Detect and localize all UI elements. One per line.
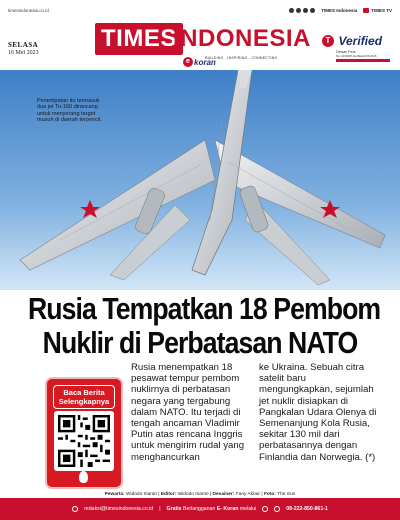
- qr-label: Baca Berita Selengkapnya: [53, 385, 115, 409]
- verified-badge: [322, 32, 390, 62]
- editor-name: Widodo Irianto: [177, 492, 209, 497]
- subscribe-text: Berlangganan: [183, 506, 216, 512]
- social-label: TIMES Indonesia: [321, 7, 358, 13]
- footer-subscribe[interactable]: [167, 506, 257, 512]
- top-strip-links: [289, 8, 392, 13]
- credits-line: Pewarta: Widodo Irianto | Editor: Widodo Irianto | Desainer: Fany Akbar | Foto: The Sun: [104, 492, 296, 497]
- desainer-label: Desainer:: [212, 492, 235, 497]
- desainer-name: Fany Akbar: [235, 492, 261, 497]
- headline-line-1: Rusia Tempatkan 18 Pembom: [28, 291, 381, 326]
- ekoran-label: koran: [194, 57, 216, 67]
- article-column-1: Rusia menempatkan 18 pesawat tempur pembom nuklirnya di perbatasan negara yang tergabung dalam NATO. Itu terjadi di tengah ancaman Vladimir Putin atas rencana Inggris untuk mengirim rudal yang menghancurkan: [131, 362, 245, 463]
- footer-phone[interactable]: 08-222-850-861-1: [286, 506, 328, 512]
- photo-caption: Penempatan itu termasuk dua jet Tu-160 dirancang untuk menyerang target musuh di daerah terpencil.: [37, 98, 102, 124]
- qr-code-icon[interactable]: [54, 411, 114, 471]
- ekoran-badge: [183, 57, 216, 67]
- youtube-icon[interactable]: [310, 8, 315, 13]
- social-icons: [289, 8, 315, 13]
- tv-label: TIMES TV: [371, 7, 392, 13]
- foto-source: The Sun: [277, 492, 296, 497]
- pewarta-name: Widodo Irianto: [126, 492, 157, 497]
- logo-indonesia: INDONESIA: [173, 25, 311, 52]
- logo-tagline: BUILDING - INSPIRING - CONNECTING: [205, 56, 278, 60]
- telegram-icon: [274, 506, 280, 512]
- issue-date-text: 16 Mei 2023: [8, 50, 39, 56]
- whatsapp-icon: [262, 506, 268, 512]
- ekoran-e-icon: e: [183, 57, 193, 67]
- footer-bar: [0, 498, 400, 520]
- pewarta-label: Pewarta:: [104, 492, 125, 497]
- qr-read-more-box[interactable]: [45, 377, 123, 489]
- headline-line-2: Nuklir di Perbatasan NATO: [42, 325, 358, 360]
- logo-times: TIMES: [95, 23, 183, 55]
- subscribe-ekoran: E- Koran: [216, 506, 239, 512]
- verified-bar: [336, 59, 390, 62]
- tv-icon: [363, 8, 369, 13]
- footer-email[interactable]: redaksi@timesindonesia.co.id: [84, 506, 154, 512]
- subscribe-via: melalui: [239, 506, 257, 512]
- headline: [0, 292, 400, 360]
- facebook-icon[interactable]: [289, 8, 294, 13]
- subscribe-bold: Gratis: [166, 506, 182, 512]
- verified-sub: Dewan Pers: [336, 50, 356, 54]
- top-strip: [0, 0, 400, 20]
- site-url[interactable]: timesindonesia.co.id: [8, 7, 49, 13]
- tap-hand-icon: [79, 471, 88, 483]
- issue-day: SELASA: [8, 41, 39, 49]
- times-tv-link[interactable]: [363, 8, 392, 13]
- verified-icon: T: [322, 35, 334, 47]
- email-icon: [72, 506, 78, 512]
- verified-sub2: No. 1000/DP-Verifikasi/K/X/2018: [336, 54, 377, 58]
- twitter-icon[interactable]: [296, 8, 301, 13]
- issue-date: [8, 41, 39, 56]
- editor-label: Editor:: [160, 492, 177, 497]
- article-column-2: ke Ukraina. Sebuah citra satelit baru mengungkapkan, sejumlah jet nuklir disiapkan di Pangkalan Udara Olenya di Semenanjung Kola Rusia, sekitar 130 mil dari perbatasannya dengan Finlandia dan Norwegia. (*): [259, 362, 377, 463]
- verified-label: Verified: [338, 33, 383, 48]
- foto-label: Foto:: [263, 492, 276, 497]
- qr-code-graphic: [58, 415, 110, 467]
- footer-divider: |: [159, 506, 161, 512]
- instagram-icon[interactable]: [303, 8, 308, 13]
